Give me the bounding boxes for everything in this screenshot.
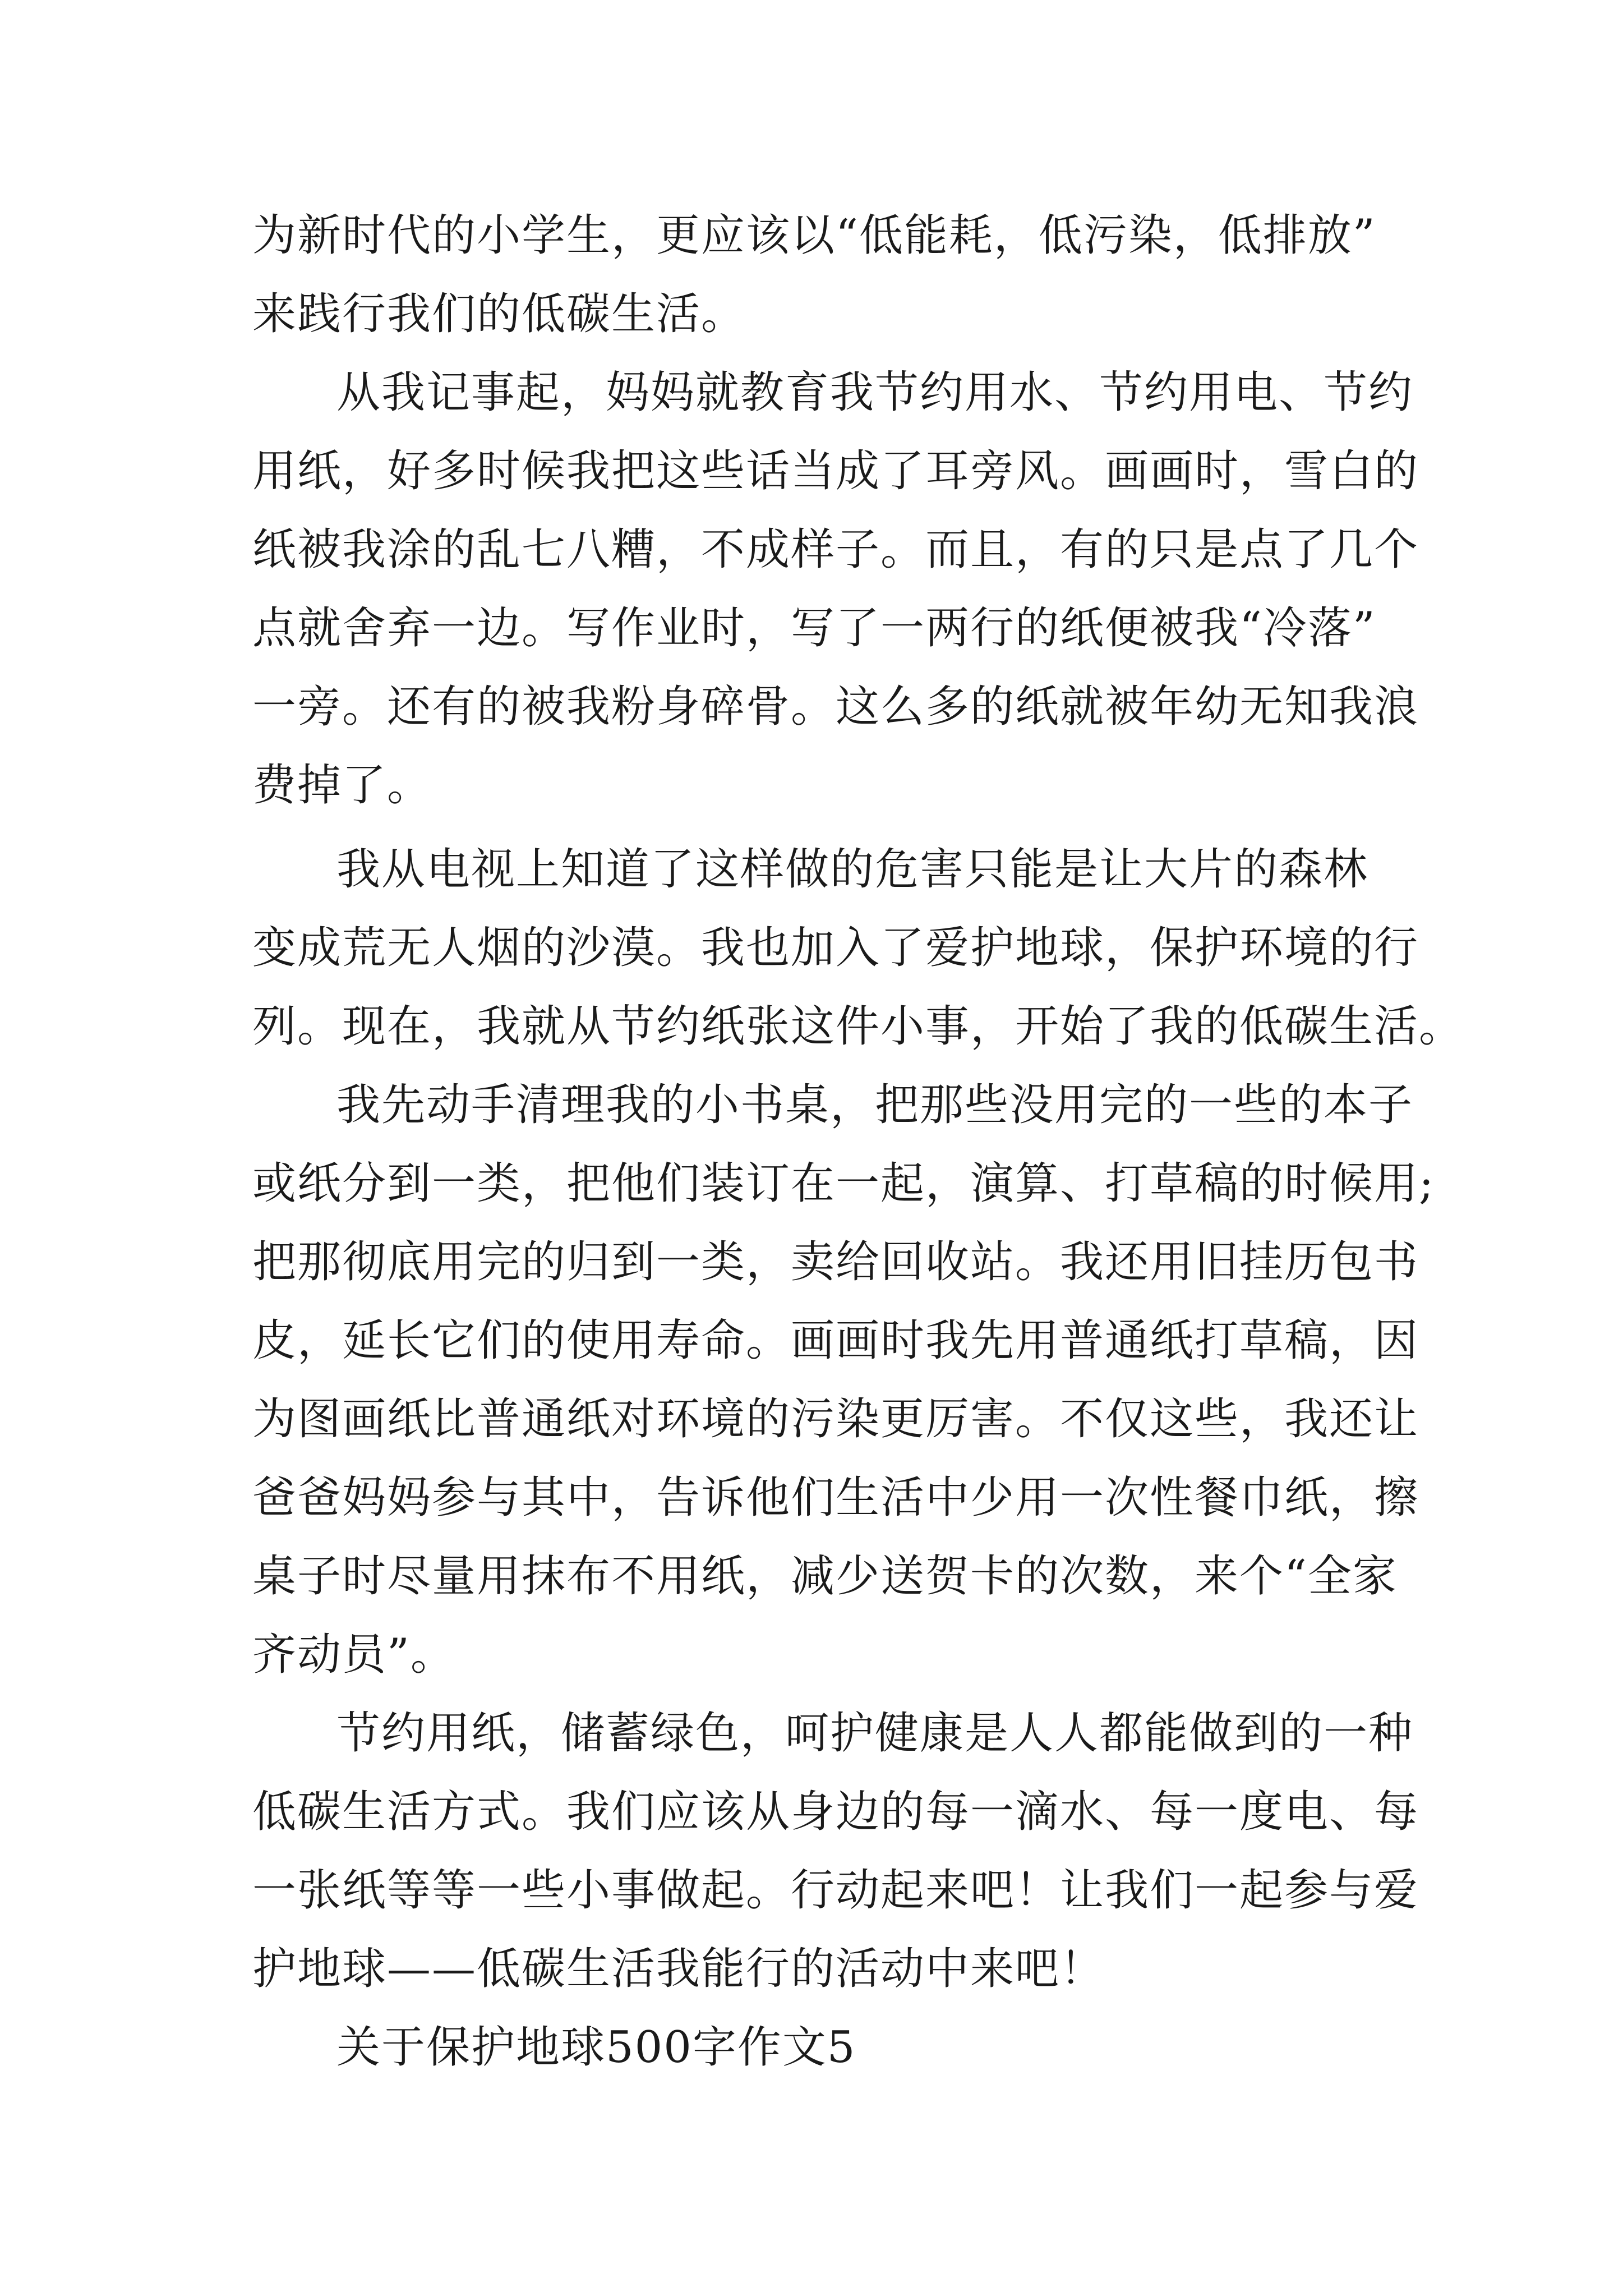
text-line: 点就舍弃一边。写作业时，写了一两行的纸便被我“冷落” xyxy=(252,603,1376,654)
text-line: 或纸分到一类，把他们装订在一起，演算、打草稿的时候用; xyxy=(252,1158,1435,1209)
text-line: 爸爸妈妈参与其中，告诉他们生活中少用一次性餐巾纸，擦 xyxy=(252,1473,1419,1523)
text-line: 低碳生活方式。我们应该从身边的每一滴水、每一度电、每 xyxy=(252,1787,1419,1837)
text-line: 桌子时尽量用抹布不用纸，减少送贺卡的次数，来个“全家 xyxy=(252,1551,1398,1602)
section-heading: 关于保护地球500字作文5 xyxy=(336,2022,856,2073)
text-line: 皮，延长它们的使用寿命。画画时我先用普通纸打草稿，因 xyxy=(252,1315,1419,1366)
text-line: 变成荒无人烟的沙漠。我也加入了爱护地球，保护环境的行 xyxy=(252,923,1419,973)
text-line: 列。现在，我就从节约纸张这件小事，开始了我的低碳生活。 xyxy=(252,1001,1464,1052)
text-line: 一张纸等等一些小事做起。行动起来吧！让我们一起参与爱 xyxy=(252,1865,1419,1916)
paragraph-first-line: 从我记事起，妈妈就教育我节约用水、节约用电、节约 xyxy=(336,367,1414,418)
text-line: 一旁。还有的被我粉身碎骨。这么多的纸就被年幼无知我浪 xyxy=(252,682,1419,732)
text-line: 为新时代的小学生，更应该以“低能耗，低污染，低排放” xyxy=(252,210,1376,261)
text-line: 护地球——低碳生活我能行的活动中来吧！ xyxy=(252,1944,1105,1994)
text-line: 用纸，好多时候我把这些话当成了耳旁风。画画时，雪白的 xyxy=(252,446,1419,496)
paragraph-first-line: 我先动手清理我的小书桌，把那些没用完的一些的本子 xyxy=(336,1080,1414,1130)
text-line: 齐动员”。 xyxy=(252,1630,455,1680)
text-line: 纸被我涂的乱七八糟，不成样子。而且，有的只是点了几个 xyxy=(252,524,1419,575)
text-line: 把那彻底用完的归到一类，卖给回收站。我还用旧挂历包书 xyxy=(252,1237,1419,1287)
text-line: 费掉了。 xyxy=(252,760,432,811)
paragraph-first-line: 我从电视上知道了这样做的危害只能是让大片的森林 xyxy=(336,844,1369,895)
text-line: 来践行我们的低碳生活。 xyxy=(252,289,746,339)
paragraph-first-line: 节约用纸，储蓄绿色，呵护健康是人人都能做到的一种 xyxy=(336,1708,1414,1759)
text-line: 为图画纸比普通纸对环境的污染更厉害。不仅这些，我还让 xyxy=(252,1394,1419,1444)
